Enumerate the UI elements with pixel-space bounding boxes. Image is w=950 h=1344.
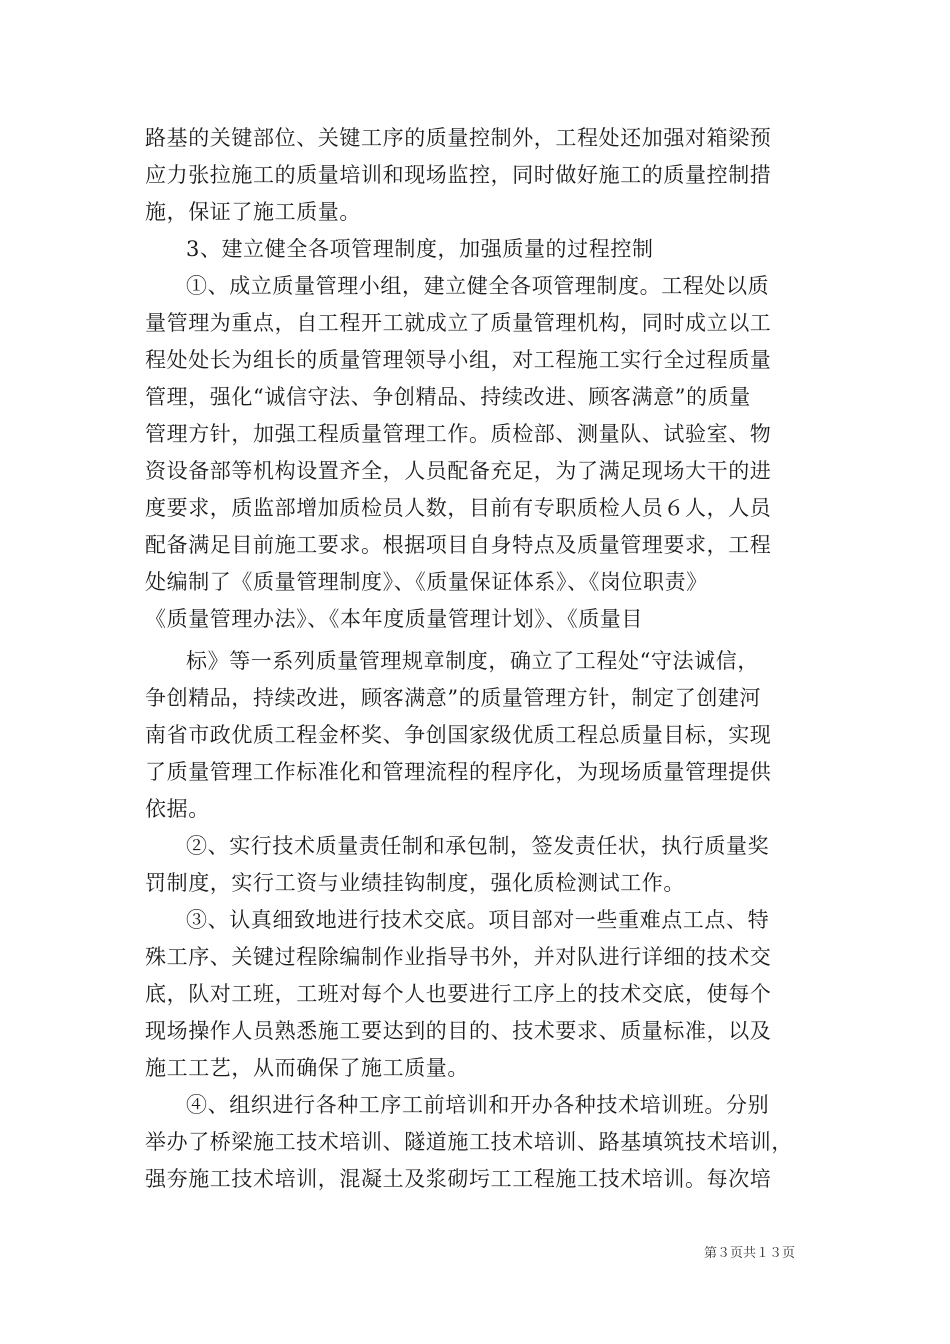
text-line: ②、实行技术质量责任制和承包制，签发责任状，执行质量奖 [186,834,770,858]
text-line: 底，队对工班，工班对每个人也要进行工序上的技术交底，使每个 [145,982,772,1006]
text-line: 依据。 [145,797,210,821]
text-line: 殊工序、关键过程除编制作业指导书外，并对队进行详细的技术交 [145,945,772,969]
text-line: 度要求，质监部增加质检员人数，目前有专职质检人员６人，人员 [145,496,772,520]
text-line: 《质量管理办法》、《本年度质量管理计划》、《质量目 [145,607,643,631]
text-line: 配备满足目前施工要求。根据项目自身特点及质量管理要求，工程 [145,533,772,557]
text-line: 罚制度，实行工资与业绩挂钩制度，强化质检测试工作。 [145,871,685,895]
page-number: 第３页共１３页 [704,1246,796,1261]
text-line: ④、组织进行各种工序工前培训和开办各种技术培训班。分别 [186,1093,770,1117]
text-line: 强夯施工技术培训，混凝土及浆砌圬工工程施工技术培训。每次培 [145,1167,772,1191]
text-line: 举办了桥梁施工技术培训、隧道施工技术培训、路基填筑技术培训， [145,1130,793,1154]
text-line: 施，保证了施工质量。 [145,200,361,224]
text-line: 施工工艺，从而确保了施工质量。 [145,1056,469,1080]
text-line: 管理方针，加强工程质量管理工作。质检部、测量队、试验室、物 [145,422,772,446]
text-line: 量管理为重点，自工程开工就成立了质量管理机构，同时成立以工 [145,311,772,335]
text-line: 南省市政优质工程金杯奖、争创国家级优质工程总质量目标，实现 [145,723,772,747]
text-line: ①、成立质量管理小组，建立健全各项管理制度。工程处以质 [186,274,770,298]
text-line: 应力张拉施工的质量培训和现场监控，同时做好施工的质量控制措 [145,163,772,187]
text-line: 标》等一系列质量管理规章制度，确立了工程处“守法诚信， [186,649,759,673]
text-line: 路基的关键部位、关键工序的质量控制外，工程处还加强对箱梁预 [145,126,772,150]
text-line: 资设备部等机构设置齐全，人员配备充足，为了满足现场大干的进 [145,459,772,483]
text-line: 现场操作人员熟悉施工要达到的目的、技术要求、质量标准，以及 [145,1019,772,1043]
section-heading: 3、建立健全各项管理制度，加强质量的过程控制 [186,237,654,261]
text-line: ③、认真细致地进行技术交底。项目部对一些重难点工点、特 [186,908,770,932]
text-line: 了质量管理工作标准化和管理流程的程序化，为现场质量管理提供 [145,760,772,784]
text-line: 管理，强化“诚信守法、争创精品、持续改进、顾客满意”的质量 [145,385,751,409]
text-line: 程处处长为组长的质量管理领导小组，对工程施工实行全过程质量 [145,348,772,372]
text-line: 处编制了《质量管理制度》、《质量保证体系》、《岗位职责》 [145,570,708,594]
text-line: 争创精品，持续改进，顾客满意”的质量管理方针，制定了创建河 [145,686,762,710]
